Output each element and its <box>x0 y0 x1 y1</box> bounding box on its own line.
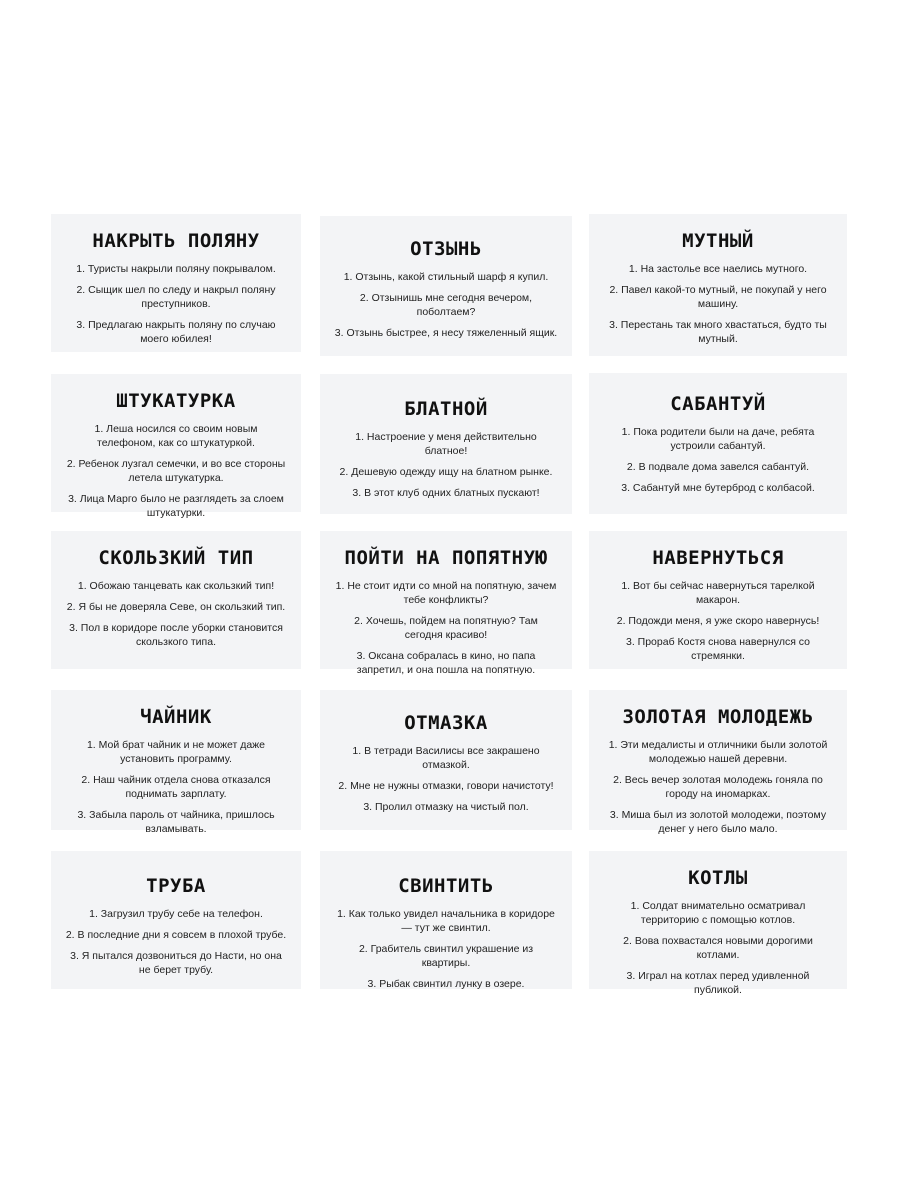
card-example: 3. Миша был из золотой молодежи, поэтому денег у него было мало. <box>609 809 827 835</box>
card-example: 1. Пока родители были на даче, ребята устроили сабантуй. <box>621 426 815 452</box>
card-navernutsya <box>589 531 847 669</box>
card-example: 1. Отзынь, какой стильный шарф я купил. <box>343 271 549 283</box>
card-example: 3. Сабантуй мне бутерброд с колбасой. <box>621 482 815 494</box>
card-example: 2. Вова похвастался новыми дорогими котлами. <box>623 935 813 961</box>
card-mutny <box>589 214 847 356</box>
card-examples <box>599 262 837 346</box>
card-kotly <box>589 851 847 996</box>
card-examples <box>61 579 291 649</box>
card-example: 3. Пол в коридоре после уборки становится скользкого типа. <box>69 622 283 648</box>
card-example: 2. Павел какой-то мутный, не покупай у него машину. <box>609 284 827 310</box>
card-examples <box>330 270 562 340</box>
card-nakryt-polyanu <box>51 214 301 352</box>
card-title: ЧАЙНИК <box>140 706 212 728</box>
card-example: 2. В последние дни я совсем в плохой трубе. <box>65 929 287 941</box>
card-example: 1. Туристы накрыли поляну покрывалом. <box>76 263 276 275</box>
card-examples <box>599 899 837 997</box>
card-otmazka <box>320 690 572 830</box>
card-example: 3. В этот клуб одних блатных пускают! <box>352 487 540 499</box>
card-examples <box>61 262 291 346</box>
card-example: 1. Мой брат чайник и не может даже установить программу. <box>86 739 266 765</box>
card-example: 3. Прораб Костя снова навернулся со стремянки. <box>625 636 811 662</box>
card-examples <box>61 422 291 520</box>
card-example: 2. Грабитель свинтил украшение из квартиры. <box>358 943 534 969</box>
card-example: 3. Забыла пароль от чайника, пришлось взламывать. <box>77 809 275 835</box>
card-title: НАВЕРНУТЬСЯ <box>652 547 784 569</box>
card-example: 2. Мне не нужны отмазки, говори начистоту! <box>338 780 554 792</box>
card-example: 3. Рыбак свинтил лунку в озере. <box>367 978 525 990</box>
card-title: КОТЛЫ <box>688 867 748 889</box>
card-example: 1. Обожаю танцевать как скользкий тип! <box>77 580 275 592</box>
card-example: 1. Эти медалисты и отличники были золотой молодежью нашей деревни. <box>608 739 828 765</box>
card-title: ОТЗЫНЬ <box>410 238 482 260</box>
card-truba <box>51 851 301 989</box>
card-title: ТРУБА <box>146 875 206 897</box>
card-example: 2. Дешевую одежду ищу на блатном рынке. <box>339 466 553 478</box>
card-example: 2. Хочешь, пойдем на попятную? Там сегодня красиво! <box>354 615 538 641</box>
card-example: 1. Леша носился со своим новым телефоном, как со штукатуркой. <box>94 423 258 449</box>
card-example: 2. Наш чайник отдела снова отказался поднимать зарплату. <box>81 774 271 800</box>
card-example: 2. Весь вечер золотая молодежь гоняла по городу на иномарках. <box>613 774 823 800</box>
card-skolzkiy-tip <box>51 531 301 669</box>
card-example: 3. Отзынь быстрее, я несу тяжеленный ящик. <box>334 327 558 339</box>
card-title: ЗОЛОТАЯ МОЛОДЕЖЬ <box>622 706 814 728</box>
card-examples <box>61 907 291 977</box>
card-example: 2. Я бы не доверяла Севе, он скользкий тип. <box>66 601 286 613</box>
card-example: 3. Оксана собралась в кино, но папа запретил, и она пошла на попятную. <box>356 650 536 676</box>
card-title: СКОЛЬЗКИЙ ТИП <box>98 547 254 569</box>
card-examples <box>599 425 837 495</box>
card-zolotaya-molodezh <box>589 690 847 835</box>
card-example: 1. Загрузил трубу себе на телефон. <box>89 908 263 920</box>
card-title: МУТНЫЙ <box>682 230 754 252</box>
card-title: САБАНТУЙ <box>670 393 766 415</box>
card-example: 1. Солдат внимательно осматривал территорию с помощью котлов. <box>630 900 806 926</box>
card-poyti-na-popyatnuyu <box>320 531 572 676</box>
card-svintit <box>320 851 572 989</box>
card-shtukaturka <box>51 374 301 519</box>
card-examples <box>61 738 291 836</box>
card-example: 1. Не стоит идти со мной на попятную, зачем тебе конфликты? <box>335 580 557 606</box>
card-example: 2. В подвале дома завелся сабантуй. <box>626 461 810 473</box>
card-examples <box>330 907 562 991</box>
card-example: 2. Отзынишь мне сегодня вечером, поболтаем? <box>359 292 533 318</box>
card-title: НАКРЫТЬ ПОЛЯНУ <box>92 230 260 252</box>
card-example: 3. Лица Марго было не разглядеть за слоем штукатурки. <box>68 493 284 519</box>
card-example: 2. Сыщик шел по следу и накрыл поляну преступников. <box>76 284 276 310</box>
card-example: 3. Играл на котлах перед удивленной публикой. <box>626 970 810 996</box>
card-examples <box>330 430 562 500</box>
card-otzyn <box>320 216 572 356</box>
card-example: 1. Как только увидел начальника в коридоре — тут же свинтил. <box>337 908 555 934</box>
card-example: 1. В тетради Василисы все закрашено отмазкой. <box>352 745 540 771</box>
card-example: 2. Подожди меня, я уже скоро навернусь! <box>616 615 820 627</box>
card-example: 3. Предлагаю накрыть поляну по случаю моего юбилея! <box>76 319 276 345</box>
card-chaynik <box>51 690 301 835</box>
card-title: ПОЙТИ НА ПОПЯТНУЮ <box>344 547 548 569</box>
card-examples <box>330 579 562 677</box>
card-title: ШТУКАТУРКА <box>116 390 236 412</box>
card-title: ОТМАЗКА <box>404 712 488 734</box>
card-title: БЛАТНОЙ <box>404 398 488 420</box>
card-example: 3. Я пытался дозвониться до Насти, но она не берет трубу. <box>70 950 282 976</box>
card-example: 3. Пролил отмазку на чистый пол. <box>363 801 529 813</box>
card-blatnoy <box>320 374 572 514</box>
card-example: 1. На застолье все наелись мутного. <box>628 263 808 275</box>
card-title: СВИНТИТЬ <box>398 875 494 897</box>
card-examples <box>599 738 837 836</box>
card-examples <box>599 579 837 663</box>
card-sabantuy <box>589 373 847 514</box>
card-example: 1. Вот бы сейчас навернуться тарелкой макарон. <box>621 580 815 606</box>
card-example: 3. Перестань так много хвастаться, будто ты мутный. <box>609 319 827 345</box>
card-example: 2. Ребенок лузгал семечки, и во все стороны летела штукатурка. <box>66 458 286 484</box>
card-example: 1. Настроение у меня действительно блатное! <box>355 431 537 457</box>
card-examples <box>330 744 562 814</box>
